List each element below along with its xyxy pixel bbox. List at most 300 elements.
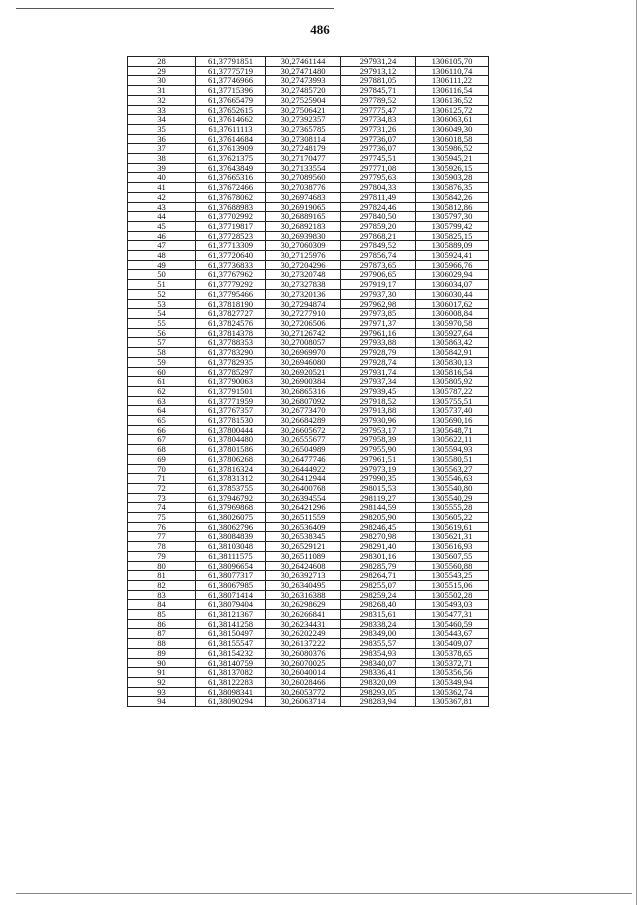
latitude-cell: 61,37621375 — [196, 154, 266, 164]
longitude-cell: 30,27308114 — [266, 134, 341, 144]
latitude-cell: 61,37715396 — [196, 86, 266, 96]
y-coordinate-cell: 1305560,88 — [416, 561, 489, 571]
longitude-cell: 30,27365785 — [266, 124, 341, 134]
latitude-cell: 61,37831312 — [196, 474, 266, 484]
x-coordinate-cell: 297918,52 — [341, 396, 416, 406]
latitude-cell: 61,37643849 — [196, 163, 266, 173]
y-coordinate-cell: 1306018,58 — [416, 134, 489, 144]
y-coordinate-cell: 1305477,31 — [416, 610, 489, 620]
x-coordinate-cell: 297937,34 — [341, 377, 416, 387]
y-coordinate-cell: 1305945,21 — [416, 154, 489, 164]
longitude-cell: 30,26807092 — [266, 396, 341, 406]
longitude-cell: 30,27320748 — [266, 270, 341, 280]
latitude-cell: 61,37771959 — [196, 396, 266, 406]
table-row — [128, 212, 489, 222]
point-number-cell: 34 — [128, 115, 196, 125]
point-number-cell: 38 — [128, 154, 196, 164]
y-coordinate-cell: 1305889,09 — [416, 241, 489, 251]
point-number-cell: 28 — [128, 57, 196, 67]
table-row — [128, 309, 489, 319]
x-coordinate-cell: 298255,07 — [341, 580, 416, 590]
top-rule — [16, 8, 334, 9]
latitude-cell: 61,38150497 — [196, 629, 266, 639]
longitude-cell: 30,27170477 — [266, 154, 341, 164]
point-number-cell: 72 — [128, 483, 196, 493]
longitude-cell: 30,26400768 — [266, 483, 341, 493]
x-coordinate-cell: 298119,27 — [341, 493, 416, 503]
x-coordinate-cell: 297771,08 — [341, 163, 416, 173]
y-coordinate-cell: 1305502,28 — [416, 590, 489, 600]
latitude-cell: 61,37736833 — [196, 260, 266, 270]
longitude-cell: 30,26412944 — [266, 474, 341, 484]
y-coordinate-cell: 1305797,30 — [416, 212, 489, 222]
table-row — [128, 678, 489, 688]
point-number-cell: 40 — [128, 173, 196, 183]
latitude-cell: 61,38141258 — [196, 619, 266, 629]
table-row — [128, 639, 489, 649]
x-coordinate-cell: 297933,88 — [341, 338, 416, 348]
x-coordinate-cell: 298246,45 — [341, 522, 416, 532]
table-row — [128, 406, 489, 416]
x-coordinate-cell: 297906,65 — [341, 270, 416, 280]
latitude-cell: 61,37688983 — [196, 202, 266, 212]
longitude-cell: 30,26053772 — [266, 687, 341, 697]
point-number-cell: 57 — [128, 338, 196, 348]
longitude-cell: 30,27060309 — [266, 241, 341, 251]
longitude-cell: 30,27392357 — [266, 115, 341, 125]
longitude-cell: 30,26137222 — [266, 639, 341, 649]
page-edge — [636, 0, 637, 905]
longitude-cell: 30,26529121 — [266, 542, 341, 552]
table-row — [128, 648, 489, 658]
table-row — [128, 95, 489, 105]
latitude-cell: 61,37788353 — [196, 338, 266, 348]
latitude-cell: 61,37652615 — [196, 105, 266, 115]
table-row — [128, 105, 489, 115]
latitude-cell: 61,38067985 — [196, 580, 266, 590]
x-coordinate-cell: 297953,17 — [341, 425, 416, 435]
latitude-cell: 61,37783290 — [196, 348, 266, 358]
table-row — [128, 590, 489, 600]
latitude-cell: 61,37806268 — [196, 454, 266, 464]
x-coordinate-cell: 297775,47 — [341, 105, 416, 115]
x-coordinate-cell: 297881,05 — [341, 76, 416, 86]
longitude-cell: 30,27461144 — [266, 57, 341, 67]
table-row — [128, 396, 489, 406]
table-row — [128, 124, 489, 134]
table-row — [128, 367, 489, 377]
point-number-cell: 37 — [128, 144, 196, 154]
y-coordinate-cell: 1305924,41 — [416, 251, 489, 261]
x-coordinate-cell: 297845,71 — [341, 86, 416, 96]
table-row — [128, 416, 489, 426]
x-coordinate-cell: 298205,90 — [341, 513, 416, 523]
longitude-cell: 30,26536409 — [266, 522, 341, 532]
y-coordinate-cell: 1305580,51 — [416, 454, 489, 464]
longitude-cell: 30,27038776 — [266, 183, 341, 193]
table-row — [128, 687, 489, 697]
latitude-cell: 61,37824576 — [196, 318, 266, 328]
table-row — [128, 542, 489, 552]
longitude-cell: 30,26070025 — [266, 658, 341, 668]
latitude-cell: 61,37853755 — [196, 483, 266, 493]
y-coordinate-cell: 1305903,28 — [416, 173, 489, 183]
y-coordinate-cell: 1305540,29 — [416, 493, 489, 503]
y-coordinate-cell: 1305787,22 — [416, 386, 489, 396]
point-number-cell: 48 — [128, 251, 196, 261]
table-row — [128, 464, 489, 474]
table-row — [128, 493, 489, 503]
latitude-cell: 61,38090294 — [196, 697, 266, 707]
y-coordinate-cell: 1305443,67 — [416, 629, 489, 639]
x-coordinate-cell: 297928,79 — [341, 348, 416, 358]
x-coordinate-cell: 297962,98 — [341, 299, 416, 309]
y-coordinate-cell: 1306063,61 — [416, 115, 489, 125]
x-coordinate-cell: 297958,39 — [341, 435, 416, 445]
point-number-cell: 66 — [128, 425, 196, 435]
y-coordinate-cell: 1305619,61 — [416, 522, 489, 532]
point-number-cell: 46 — [128, 231, 196, 241]
table-row — [128, 115, 489, 125]
table-row — [128, 251, 489, 261]
x-coordinate-cell: 297990,35 — [341, 474, 416, 484]
y-coordinate-cell: 1305543,25 — [416, 571, 489, 581]
longitude-cell: 30,26684289 — [266, 416, 341, 426]
point-number-cell: 68 — [128, 445, 196, 455]
point-number-cell: 88 — [128, 639, 196, 649]
longitude-cell: 30,27471480 — [266, 66, 341, 76]
longitude-cell: 30,26392713 — [266, 571, 341, 581]
x-coordinate-cell: 298015,53 — [341, 483, 416, 493]
point-number-cell: 41 — [128, 183, 196, 193]
longitude-cell: 30,27133554 — [266, 163, 341, 173]
longitude-cell: 30,26421296 — [266, 503, 341, 513]
longitude-cell: 30,26889165 — [266, 212, 341, 222]
x-coordinate-cell: 297931,24 — [341, 57, 416, 67]
longitude-cell: 30,26919065 — [266, 202, 341, 212]
longitude-cell: 30,26424608 — [266, 561, 341, 571]
table-row — [128, 522, 489, 532]
latitude-cell: 61,37781530 — [196, 416, 266, 426]
x-coordinate-cell: 297973,85 — [341, 309, 416, 319]
y-coordinate-cell: 1305546,63 — [416, 474, 489, 484]
longitude-cell: 30,27320136 — [266, 289, 341, 299]
latitude-cell: 61,37785297 — [196, 367, 266, 377]
latitude-cell: 61,37720640 — [196, 251, 266, 261]
point-number-cell: 30 — [128, 76, 196, 86]
point-number-cell: 86 — [128, 619, 196, 629]
x-coordinate-cell: 298293,05 — [341, 687, 416, 697]
table-row — [128, 610, 489, 620]
point-number-cell: 69 — [128, 454, 196, 464]
y-coordinate-cell: 1305607,55 — [416, 551, 489, 561]
table-row — [128, 173, 489, 183]
longitude-cell: 30,26865316 — [266, 386, 341, 396]
x-coordinate-cell: 297973,19 — [341, 464, 416, 474]
longitude-cell: 30,26063714 — [266, 697, 341, 707]
table-row — [128, 57, 489, 67]
y-coordinate-cell: 1305378,65 — [416, 648, 489, 658]
point-number-cell: 81 — [128, 571, 196, 581]
latitude-cell: 61,37702992 — [196, 212, 266, 222]
point-number-cell: 85 — [128, 610, 196, 620]
y-coordinate-cell: 1305842,26 — [416, 192, 489, 202]
table-row — [128, 386, 489, 396]
x-coordinate-cell: 297868,21 — [341, 231, 416, 241]
y-coordinate-cell: 1305563,27 — [416, 464, 489, 474]
y-coordinate-cell: 1305816,54 — [416, 367, 489, 377]
longitude-cell: 30,26946080 — [266, 357, 341, 367]
latitude-cell: 61,37800444 — [196, 425, 266, 435]
table-row — [128, 154, 489, 164]
table-row — [128, 338, 489, 348]
table-row — [128, 144, 489, 154]
x-coordinate-cell: 297937,30 — [341, 289, 416, 299]
longitude-cell: 30,27125976 — [266, 251, 341, 261]
point-number-cell: 74 — [128, 503, 196, 513]
table-row — [128, 483, 489, 493]
x-coordinate-cell: 298315,61 — [341, 610, 416, 620]
bottom-rule — [16, 893, 632, 894]
x-coordinate-cell: 298285,79 — [341, 561, 416, 571]
latitude-cell: 61,38026075 — [196, 513, 266, 523]
y-coordinate-cell: 1306111,22 — [416, 76, 489, 86]
longitude-cell: 30,26773470 — [266, 406, 341, 416]
table-row — [128, 571, 489, 581]
latitude-cell: 61,37613909 — [196, 144, 266, 154]
y-coordinate-cell: 1306116,54 — [416, 86, 489, 96]
x-coordinate-cell: 297919,17 — [341, 280, 416, 290]
x-coordinate-cell: 297859,20 — [341, 221, 416, 231]
x-coordinate-cell: 297961,51 — [341, 454, 416, 464]
table-row — [128, 580, 489, 590]
y-coordinate-cell: 1305825,15 — [416, 231, 489, 241]
x-coordinate-cell: 297955,90 — [341, 445, 416, 455]
point-number-cell: 94 — [128, 697, 196, 707]
latitude-cell: 61,38121367 — [196, 610, 266, 620]
x-coordinate-cell: 298355,57 — [341, 639, 416, 649]
table-row — [128, 134, 489, 144]
y-coordinate-cell: 1306110,74 — [416, 66, 489, 76]
y-coordinate-cell: 1305842,91 — [416, 348, 489, 358]
latitude-cell: 61,37779292 — [196, 280, 266, 290]
point-number-cell: 52 — [128, 289, 196, 299]
latitude-cell: 61,37713309 — [196, 241, 266, 251]
y-coordinate-cell: 1305755,51 — [416, 396, 489, 406]
latitude-cell: 61,37816324 — [196, 464, 266, 474]
table-row — [128, 454, 489, 464]
x-coordinate-cell: 297824,46 — [341, 202, 416, 212]
table-row — [128, 551, 489, 561]
y-coordinate-cell: 1305605,22 — [416, 513, 489, 523]
longitude-cell: 30,27294874 — [266, 299, 341, 309]
table-row — [128, 192, 489, 202]
latitude-cell: 61,37719817 — [196, 221, 266, 231]
latitude-cell: 61,37791501 — [196, 386, 266, 396]
latitude-cell: 61,38077317 — [196, 571, 266, 581]
latitude-cell: 61,37814378 — [196, 328, 266, 338]
table-row — [128, 221, 489, 231]
x-coordinate-cell: 297856,74 — [341, 251, 416, 261]
latitude-cell: 61,38137082 — [196, 668, 266, 678]
point-number-cell: 70 — [128, 464, 196, 474]
y-coordinate-cell: 1306030,44 — [416, 289, 489, 299]
longitude-cell: 30,26555677 — [266, 435, 341, 445]
point-number-cell: 53 — [128, 299, 196, 309]
latitude-cell: 61,38155547 — [196, 639, 266, 649]
point-number-cell: 63 — [128, 396, 196, 406]
x-coordinate-cell: 297913,88 — [341, 406, 416, 416]
longitude-cell: 30,27008057 — [266, 338, 341, 348]
point-number-cell: 45 — [128, 221, 196, 231]
point-number-cell: 77 — [128, 532, 196, 542]
point-number-cell: 71 — [128, 474, 196, 484]
point-number-cell: 89 — [128, 648, 196, 658]
point-number-cell: 78 — [128, 542, 196, 552]
x-coordinate-cell: 298336,41 — [341, 668, 416, 678]
point-number-cell: 36 — [128, 134, 196, 144]
point-number-cell: 62 — [128, 386, 196, 396]
point-number-cell: 83 — [128, 590, 196, 600]
x-coordinate-cell: 297745,51 — [341, 154, 416, 164]
y-coordinate-cell: 1305555,28 — [416, 503, 489, 513]
point-number-cell: 49 — [128, 260, 196, 270]
point-number-cell: 58 — [128, 348, 196, 358]
x-coordinate-cell: 297840,50 — [341, 212, 416, 222]
latitude-cell: 61,37611113 — [196, 124, 266, 134]
latitude-cell: 61,37775719 — [196, 66, 266, 76]
longitude-cell: 30,26504989 — [266, 445, 341, 455]
table-row — [128, 86, 489, 96]
table-row — [128, 474, 489, 484]
latitude-cell: 61,37795466 — [196, 289, 266, 299]
x-coordinate-cell: 298338,24 — [341, 619, 416, 629]
point-number-cell: 67 — [128, 435, 196, 445]
y-coordinate-cell: 1305876,35 — [416, 183, 489, 193]
y-coordinate-cell: 1305863,42 — [416, 338, 489, 348]
y-coordinate-cell: 1306105,70 — [416, 57, 489, 67]
longitude-cell: 30,26511089 — [266, 551, 341, 561]
point-number-cell: 76 — [128, 522, 196, 532]
y-coordinate-cell: 1305737,40 — [416, 406, 489, 416]
point-number-cell: 59 — [128, 357, 196, 367]
table-row — [128, 66, 489, 76]
latitude-cell: 61,37818190 — [196, 299, 266, 309]
longitude-cell: 30,26511559 — [266, 513, 341, 523]
latitude-cell: 61,37614684 — [196, 134, 266, 144]
x-coordinate-cell: 298349,00 — [341, 629, 416, 639]
longitude-cell: 30,26394554 — [266, 493, 341, 503]
x-coordinate-cell: 297731,26 — [341, 124, 416, 134]
y-coordinate-cell: 1305970,58 — [416, 318, 489, 328]
y-coordinate-cell: 1306017,62 — [416, 299, 489, 309]
latitude-cell: 61,38098341 — [196, 687, 266, 697]
y-coordinate-cell: 1305460,59 — [416, 619, 489, 629]
y-coordinate-cell: 1305540,80 — [416, 483, 489, 493]
table-row — [128, 561, 489, 571]
point-number-cell: 47 — [128, 241, 196, 251]
x-coordinate-cell: 298291,40 — [341, 542, 416, 552]
y-coordinate-cell: 1306008,84 — [416, 309, 489, 319]
point-number-cell: 51 — [128, 280, 196, 290]
longitude-cell: 30,26340495 — [266, 580, 341, 590]
x-coordinate-cell: 297795,63 — [341, 173, 416, 183]
x-coordinate-cell: 297736,07 — [341, 134, 416, 144]
x-coordinate-cell: 298354,93 — [341, 648, 416, 658]
x-coordinate-cell: 298259,24 — [341, 590, 416, 600]
x-coordinate-cell: 297789,52 — [341, 95, 416, 105]
y-coordinate-cell: 1305621,31 — [416, 532, 489, 542]
table-row — [128, 377, 489, 387]
y-coordinate-cell: 1305648,71 — [416, 425, 489, 435]
table-row — [128, 425, 489, 435]
longitude-cell: 30,26920521 — [266, 367, 341, 377]
y-coordinate-cell: 1305594,93 — [416, 445, 489, 455]
longitude-cell: 30,26969970 — [266, 348, 341, 358]
latitude-cell: 61,38154232 — [196, 648, 266, 658]
x-coordinate-cell: 297931,74 — [341, 367, 416, 377]
latitude-cell: 61,37746966 — [196, 76, 266, 86]
point-number-cell: 31 — [128, 86, 196, 96]
point-number-cell: 65 — [128, 416, 196, 426]
longitude-cell: 30,27473993 — [266, 76, 341, 86]
latitude-cell: 61,37827727 — [196, 309, 266, 319]
point-number-cell: 75 — [128, 513, 196, 523]
longitude-cell: 30,27277910 — [266, 309, 341, 319]
x-coordinate-cell: 297734,83 — [341, 115, 416, 125]
latitude-cell: 61,37946792 — [196, 493, 266, 503]
table-row — [128, 260, 489, 270]
table-row — [128, 280, 489, 290]
point-number-cell: 79 — [128, 551, 196, 561]
table-row — [128, 241, 489, 251]
latitude-cell: 61,37665479 — [196, 95, 266, 105]
x-coordinate-cell: 297913,12 — [341, 66, 416, 76]
latitude-cell: 61,37665316 — [196, 173, 266, 183]
table-row — [128, 357, 489, 367]
x-coordinate-cell: 298264,71 — [341, 571, 416, 581]
longitude-cell: 30,27204296 — [266, 260, 341, 270]
point-number-cell: 32 — [128, 95, 196, 105]
point-number-cell: 56 — [128, 328, 196, 338]
table-row — [128, 183, 489, 193]
longitude-cell: 30,27485720 — [266, 86, 341, 96]
longitude-cell: 30,27327838 — [266, 280, 341, 290]
table-row — [128, 318, 489, 328]
latitude-cell: 61,37969868 — [196, 503, 266, 513]
page-number: 486 — [310, 22, 330, 37]
y-coordinate-cell: 1305356,56 — [416, 668, 489, 678]
x-coordinate-cell: 298320,09 — [341, 678, 416, 688]
longitude-cell: 30,27248179 — [266, 144, 341, 154]
longitude-cell: 30,26605672 — [266, 425, 341, 435]
longitude-cell: 30,26298629 — [266, 600, 341, 610]
latitude-cell: 61,37804480 — [196, 435, 266, 445]
longitude-cell: 30,26202249 — [266, 629, 341, 639]
x-coordinate-cell: 298340,07 — [341, 658, 416, 668]
y-coordinate-cell: 1305409,07 — [416, 639, 489, 649]
point-number-cell: 90 — [128, 658, 196, 668]
y-coordinate-cell: 1305986,52 — [416, 144, 489, 154]
x-coordinate-cell: 297961,16 — [341, 328, 416, 338]
y-coordinate-cell: 1306034,07 — [416, 280, 489, 290]
y-coordinate-cell: 1305616,93 — [416, 542, 489, 552]
table-row — [128, 658, 489, 668]
latitude-cell: 61,37678062 — [196, 192, 266, 202]
x-coordinate-cell: 298270,98 — [341, 532, 416, 542]
longitude-cell: 30,27089560 — [266, 173, 341, 183]
longitude-cell: 30,26892183 — [266, 221, 341, 231]
